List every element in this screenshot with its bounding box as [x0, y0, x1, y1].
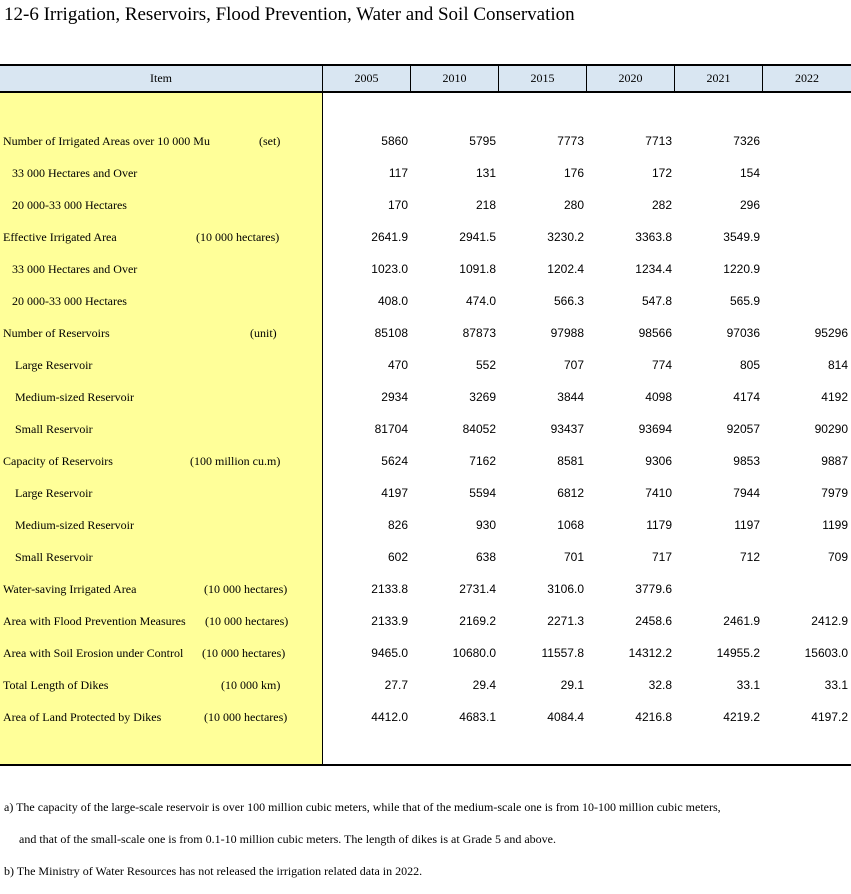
- cell-value: 2458.6: [635, 614, 672, 628]
- cell-value: 282: [651, 198, 672, 212]
- cell-value: 1199: [822, 518, 848, 532]
- cell-value: 93437: [550, 422, 584, 436]
- row-label: 33 000 Hectares and Over: [12, 166, 138, 180]
- cell-value: 98566: [638, 326, 672, 340]
- cell-value: 9887: [821, 454, 848, 468]
- cell-value: 14955.2: [716, 646, 760, 660]
- table-header: [0, 64, 851, 93]
- cell-value: 11557.8: [541, 646, 584, 660]
- cell-value: 7944: [733, 486, 760, 500]
- cell-value: 1202.4: [547, 262, 584, 276]
- table-row: [0, 477, 851, 509]
- cell-value: 5860: [381, 134, 408, 148]
- cell-value: 2461.9: [723, 614, 760, 628]
- cell-value: 4197.2: [811, 710, 848, 724]
- cell-value: 296: [739, 198, 760, 212]
- page-title: 12-6 Irrigation, Reservoirs, Flood Prevention, Water and Soil Conservation: [4, 4, 575, 25]
- cell-value: 172: [651, 166, 672, 180]
- cell-value: 33.1: [736, 678, 760, 692]
- cell-value: 7326: [733, 134, 760, 148]
- row-label: Small Reservoir: [15, 550, 93, 564]
- row-label: 20 000-33 000 Hectares: [12, 294, 127, 308]
- header-year-2005: 2005: [323, 66, 411, 91]
- cell-value: 1023.0: [371, 262, 408, 276]
- row-label: Medium-sized Reservoir: [15, 518, 134, 532]
- row-label: 20 000-33 000 Hectares: [12, 198, 127, 212]
- header-year-2021: 2021: [675, 66, 763, 91]
- cell-value: 10680.0: [452, 646, 496, 660]
- cell-value: 95296: [814, 326, 848, 340]
- cell-value: 29.1: [560, 678, 584, 692]
- cell-value: 565.9: [729, 294, 760, 308]
- cell-value: 154: [739, 166, 760, 180]
- table-row: [0, 285, 851, 317]
- cell-value: 4412.0: [371, 710, 408, 724]
- cell-value: 8581: [557, 454, 584, 468]
- cell-value: 14312.2: [628, 646, 672, 660]
- table-row: [0, 541, 851, 573]
- cell-value: 4216.8: [635, 710, 672, 724]
- cell-value: 1197: [734, 518, 760, 532]
- table-row: [0, 157, 851, 189]
- cell-value: 92057: [726, 422, 760, 436]
- cell-value: [680, 573, 760, 605]
- row-unit: (unit): [250, 326, 277, 340]
- cell-value: 5594: [469, 486, 496, 500]
- cell-value: 9306: [645, 454, 672, 468]
- cell-value: 5795: [469, 134, 496, 148]
- row-unit: (10 000 hectares): [204, 582, 288, 596]
- cell-value: [768, 253, 848, 285]
- cell-value: 3269: [469, 390, 496, 404]
- cell-value: 3363.8: [635, 230, 672, 244]
- cell-value: 826: [387, 518, 408, 532]
- cell-value: 4197: [381, 486, 408, 500]
- cell-value: 117: [388, 166, 408, 180]
- footnote-a-continued: and that of the small-scale one is from 0.1-10 million cubic meters. The length of dikes is at Grade 5 and above.: [19, 832, 556, 846]
- cell-value: 3549.9: [723, 230, 760, 244]
- cell-value: 930: [475, 518, 496, 532]
- row-label: Medium-sized Reservoir: [15, 390, 134, 404]
- row-unit: (10 000 hectares): [205, 614, 289, 628]
- footnote-b: b) The Ministry of Water Resources has not released the irrigation related data in 2022.: [4, 864, 423, 878]
- row-label: Total Length of Dikes: [3, 678, 109, 692]
- row-label: Area with Flood Prevention Measures: [3, 614, 186, 628]
- data-table: [0, 64, 851, 766]
- cell-value: [768, 189, 848, 221]
- cell-value: 474.0: [465, 294, 496, 308]
- cell-value: 701: [563, 550, 584, 564]
- cell-value: 97036: [726, 326, 760, 340]
- header-year-2010: 2010: [411, 66, 499, 91]
- cell-value: 131: [475, 166, 496, 180]
- cell-value: 1234.4: [635, 262, 672, 276]
- cell-value: 4219.2: [723, 710, 760, 724]
- table-row: [0, 605, 851, 637]
- cell-value: 3106.0: [547, 582, 584, 596]
- cell-value: 566.3: [553, 294, 584, 308]
- cell-value: 1091.8: [459, 262, 496, 276]
- cell-value: 280: [563, 198, 584, 212]
- cell-value: 87873: [462, 326, 496, 340]
- cell-value: [768, 573, 848, 605]
- cell-value: 32.8: [648, 678, 672, 692]
- row-label: Large Reservoir: [15, 358, 93, 372]
- table-row: [0, 669, 851, 701]
- cell-value: 29.4: [472, 678, 496, 692]
- cell-value: 93694: [638, 422, 672, 436]
- row-label: 33 000 Hectares and Over: [12, 262, 138, 276]
- cell-value: 638: [475, 550, 496, 564]
- cell-value: 2169.2: [459, 614, 496, 628]
- cell-value: 4098: [645, 390, 672, 404]
- cell-value: 6812: [557, 486, 584, 500]
- cell-value: 170: [387, 198, 408, 212]
- row-unit: (10 000 km): [221, 678, 281, 692]
- table-row: [0, 317, 851, 349]
- cell-value: 707: [563, 358, 584, 372]
- row-label: Area with Soil Erosion under Control: [3, 646, 184, 660]
- cell-value: 1068: [557, 518, 584, 532]
- row-unit: (set): [259, 134, 281, 148]
- table-row: [0, 509, 851, 541]
- table-row: [0, 445, 851, 477]
- row-label: Small Reservoir: [15, 422, 93, 436]
- row-unit: (100 million cu.m): [190, 454, 281, 468]
- table-row: [0, 381, 851, 413]
- cell-value: [768, 157, 848, 189]
- row-label: Effective Irrigated Area: [3, 230, 117, 244]
- row-label: Number of Irrigated Areas over 10 000 Mu: [3, 134, 210, 148]
- cell-value: 4084.4: [547, 710, 584, 724]
- cell-value: [768, 125, 848, 157]
- cell-value: 2133.9: [371, 614, 408, 628]
- cell-value: 408.0: [377, 294, 408, 308]
- row-label: Capacity of Reservoirs: [3, 454, 113, 468]
- cell-value: 3230.2: [547, 230, 584, 244]
- header-year-2015: 2015: [499, 66, 587, 91]
- cell-value: 27.7: [384, 678, 408, 692]
- table-row: [0, 413, 851, 445]
- cell-value: 470: [387, 358, 408, 372]
- cell-value: 7773: [557, 134, 584, 148]
- cell-value: 4174: [733, 390, 760, 404]
- cell-value: 547.8: [641, 294, 672, 308]
- cell-value: 814: [827, 358, 848, 372]
- cell-value: 709: [827, 550, 848, 564]
- cell-value: 717: [651, 550, 672, 564]
- table-row: [0, 189, 851, 221]
- cell-value: 7410: [645, 486, 672, 500]
- cell-value: 2412.9: [811, 614, 848, 628]
- header-year-2022: 2022: [795, 71, 819, 85]
- cell-value: 602: [387, 550, 408, 564]
- cell-value: 805: [739, 358, 760, 372]
- header-item: Item: [0, 66, 323, 91]
- row-label: Area of Land Protected by Dikes: [3, 710, 162, 724]
- cell-value: 85108: [374, 326, 408, 340]
- cell-value: 90290: [814, 422, 848, 436]
- cell-value: 4683.1: [459, 710, 496, 724]
- row-label: Large Reservoir: [15, 486, 93, 500]
- header-year-2020: 2020: [587, 66, 675, 91]
- table-row: [0, 349, 851, 381]
- table-row: [0, 221, 851, 253]
- cell-value: 1220.9: [723, 262, 760, 276]
- cell-value: 2731.4: [459, 582, 496, 596]
- table-row: [0, 253, 851, 285]
- row-unit: (10 000 hectares): [204, 710, 288, 724]
- cell-value: 84052: [462, 422, 496, 436]
- cell-value: 2133.8: [371, 582, 408, 596]
- cell-value: 7979: [821, 486, 848, 500]
- cell-value: 81704: [374, 422, 408, 436]
- table-row: [0, 701, 851, 733]
- cell-value: 218: [475, 198, 496, 212]
- cell-value: 176: [563, 166, 584, 180]
- row-unit: (10 000 hectares): [196, 230, 280, 244]
- row-label: Number of Reservoirs: [3, 326, 110, 340]
- row-unit: (10 000 hectares): [202, 646, 286, 660]
- cell-value: 5624: [381, 454, 408, 468]
- cell-value: 15603.0: [804, 646, 848, 660]
- cell-value: 7162: [469, 454, 496, 468]
- table-row: [0, 125, 851, 157]
- cell-value: [768, 285, 848, 317]
- cell-value: 3844: [557, 390, 584, 404]
- table-row: [0, 637, 851, 669]
- cell-value: 4192: [821, 390, 848, 404]
- row-label: Water-saving Irrigated Area: [3, 582, 137, 596]
- cell-value: 97988: [550, 326, 584, 340]
- cell-value: 1179: [646, 518, 672, 532]
- cell-value: 2941.5: [459, 230, 496, 244]
- cell-value: 3779.6: [635, 582, 672, 596]
- footnote-a: a) The capacity of the large-scale reservoir is over 100 million cubic meters, while that of the medium-scale one is from 10-100 million cubic meters,: [4, 800, 721, 814]
- cell-value: 712: [739, 550, 760, 564]
- table-row: [0, 573, 851, 605]
- cell-value: 774: [651, 358, 672, 372]
- cell-value: 552: [475, 358, 496, 372]
- cell-value: 2934: [381, 390, 408, 404]
- cell-value: [768, 221, 848, 253]
- cell-value: 9465.0: [371, 646, 408, 660]
- cell-value: 2641.9: [371, 230, 408, 244]
- cell-value: 2271.3: [547, 614, 584, 628]
- cell-value: 9853: [733, 454, 760, 468]
- bottom-rule: [0, 764, 851, 766]
- cell-value: 33.1: [824, 678, 848, 692]
- cell-value: 7713: [645, 134, 672, 148]
